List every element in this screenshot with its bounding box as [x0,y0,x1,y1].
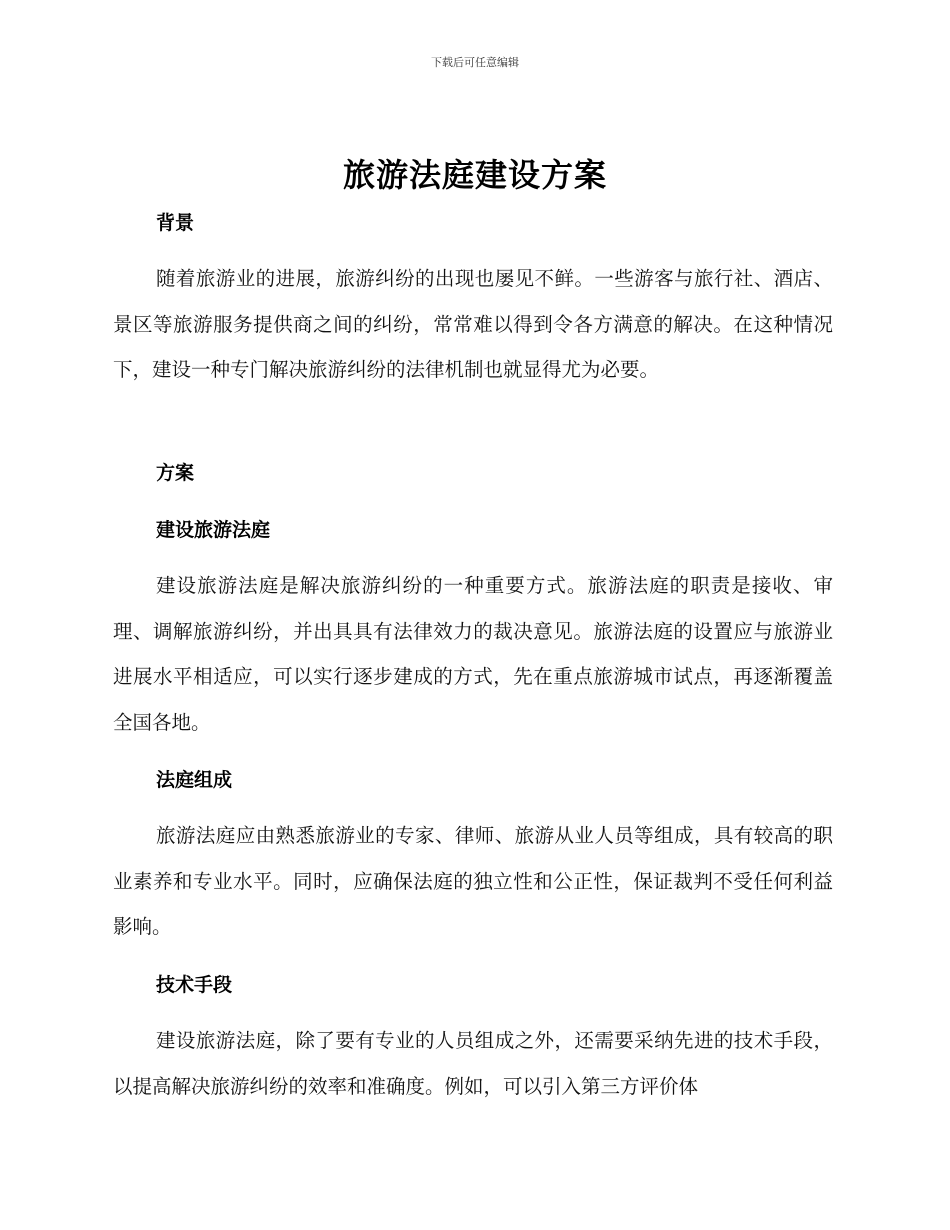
section-heading-background: 背景 [156,212,195,234]
paragraph-court-composition: 旅游法庭应由熟悉旅游业的专家、律师、旅游从业人员等组成，具有较高的职业素养和专业水平。同时，应确保法庭的独立性和公正性，保证裁判不受任何利益影响。 [113,824,833,938]
paragraph-technical-means: 建设旅游法庭，除了要有专业的人员组成之外，还需要采纳先进的技术手段，以提高解决旅游纠纷的效率和准确度。例如，可以引入第三方评价体 [113,1029,833,1098]
section-heading-court-composition: 法庭组成 [156,769,233,791]
document-title: 旅游法庭建设方案 [342,156,607,194]
page-header-note: 下载后可任意编辑 [431,56,519,69]
paragraph-build-court: 建设旅游法庭是解决旅游纠纷的一种重要方式。旅游法庭的职责是接收、审理、调解旅游纠纷，并出具具有法律效力的裁决意见。旅游法庭的设置应与旅游业进展水平相适应，可以实行逐步建成的方式，先在重点旅游城市试点，再逐渐覆盖全国各地。 [113,574,833,734]
section-heading-technical-means: 技术手段 [156,974,233,996]
paragraph-background: 随着旅游业的进展，旅游纠纷的出现也屡见不鲜。一些游客与旅行社、酒店、景区等旅游服务提供商之间的纠纷，常常难以得到令各方满意的解决。在这种情况下，建设一种专门解决旅游纠纷的法律机制也就显得尤为必要。 [113,267,833,381]
section-heading-plan: 方案 [156,462,195,484]
section-heading-build-court: 建设旅游法庭 [156,519,271,541]
